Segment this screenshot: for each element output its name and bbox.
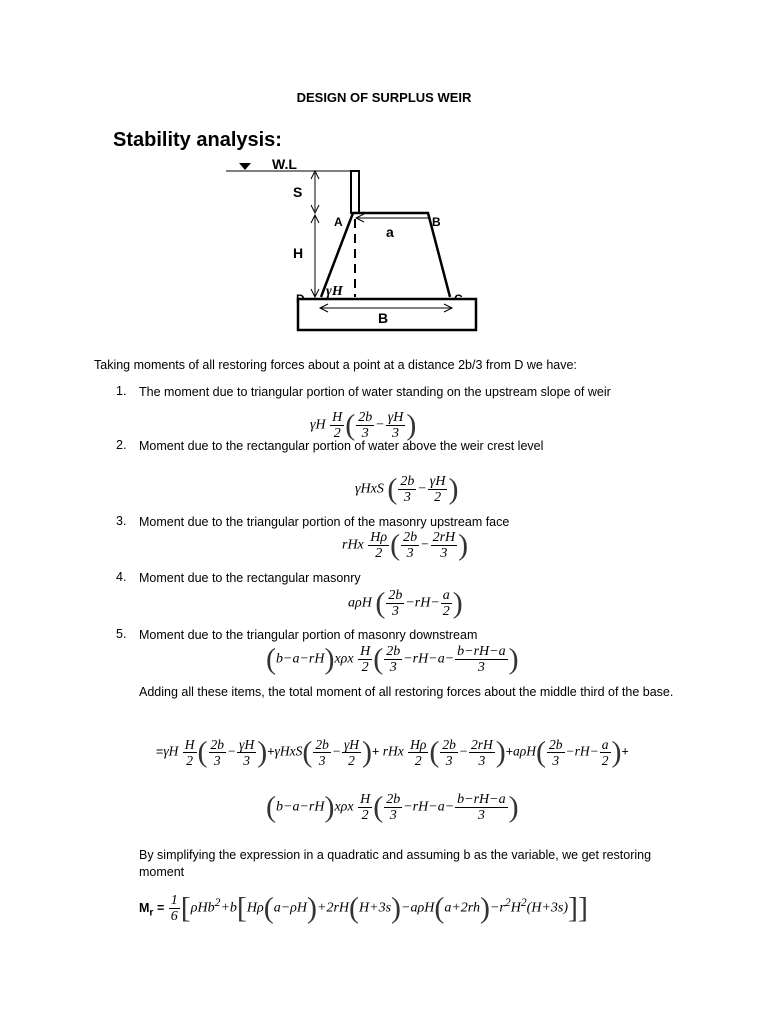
- item-2-number: 2.: [116, 438, 127, 452]
- point-a: A: [334, 215, 343, 229]
- simplify-text: By simplifying the expression in a quadratic and assuming b as the variable, we get restoring moment: [139, 848, 652, 879]
- document-title: DESIGN OF SURPLUS WEIR: [296, 90, 472, 105]
- item-3-number: 3.: [116, 514, 127, 528]
- item-5-text: Moment due to the triangular portion of masonry downstream: [139, 628, 478, 642]
- section-heading: Stability analysis:: [113, 129, 282, 151]
- a-label: a: [386, 224, 394, 240]
- item-1-number: 1.: [116, 384, 127, 398]
- item-4-number: 4.: [116, 570, 127, 584]
- item-1-text: The moment due to triangular portion of water standing on the upstream slope of weir: [139, 385, 611, 399]
- total-equation-line-1: =γH $\frac{H}{2}$ ( $\frac{2b}{3}$ − $\frac{\gamma H}{3}$ )+γHxS( $\frac{2b}{3}$ − $\frac{\gamma H}{2}$ )+ rHx $\frac{H\rho}{2}$ ( $\frac{2b}{3}$ − $\frac{2rH}{3}$ )+aρH( $\frac{2b}{3}$ −rH− $\frac{a}{2}$ )+: [156, 735, 629, 769]
- water-level-icon: [239, 163, 251, 170]
- weir-figure: [220, 156, 490, 342]
- equation-5: (b−a−rH)xρx $\frac{H}{2}$ ( $\frac{2b}{3}$ −rH−a− $\frac{b-rH-a}{3}$ ): [266, 642, 519, 676]
- base-b-label: B: [378, 310, 389, 326]
- restoring-moment-equation: $M_r$ = $\frac{1}{6}$ $[\rho Hb^2+b[H\rho(a-\rho H)+2rH(H+3s)-a\rho H(a+2rh)-r^2H^2(H+3s)]]$: [139, 891, 588, 925]
- weir-diagram: [220, 156, 490, 337]
- equation-4: aρH ( $\frac{2b}{3}$ −rH− $\frac{a}{2}$ ): [348, 586, 463, 620]
- h-label: H: [293, 245, 304, 261]
- wl-label: W.L: [272, 156, 297, 172]
- item-4-text: Moment due to the rectangular masonry: [139, 571, 361, 585]
- item-2-text: Moment due to the rectangular portion of water above the weir crest level: [139, 439, 544, 453]
- intro-text: Taking moments of all restoring forces about a point at a distance 2b/3 from D we have:: [94, 358, 577, 372]
- mr-label: M: [139, 900, 150, 915]
- gamma-h-label: γH: [326, 284, 343, 299]
- point-b: B: [432, 215, 441, 229]
- equation-2: γHxS ( $\frac{2b}{3}$ − $\frac{\gamma H}{2}$ ): [355, 472, 459, 506]
- equation-3: rHx $\frac{H\rho}{2}$ ( $\frac{2b}{3}$ − $\frac{2rH}{3}$ ): [342, 528, 469, 562]
- equation-1: γH $\frac{H}{2}$ ( $\frac{2b}{3}$ − $\frac{\gamma H}{3}$ ): [310, 408, 417, 442]
- item-5-number: 5.: [116, 627, 127, 641]
- sum-text: Adding all these items, the total moment of all restoring forces about the middle third of the base.: [139, 685, 674, 699]
- s-label: S: [293, 184, 303, 200]
- total-equation-line-2: (b−a−rH)xρx $\frac{H}{2}$ ( $\frac{2b}{3}$ −rH−a− $\frac{b-rH-a}{3}$ ): [266, 790, 519, 824]
- item-3-text: Moment due to the triangular portion of the masonry upstream face: [139, 515, 510, 529]
